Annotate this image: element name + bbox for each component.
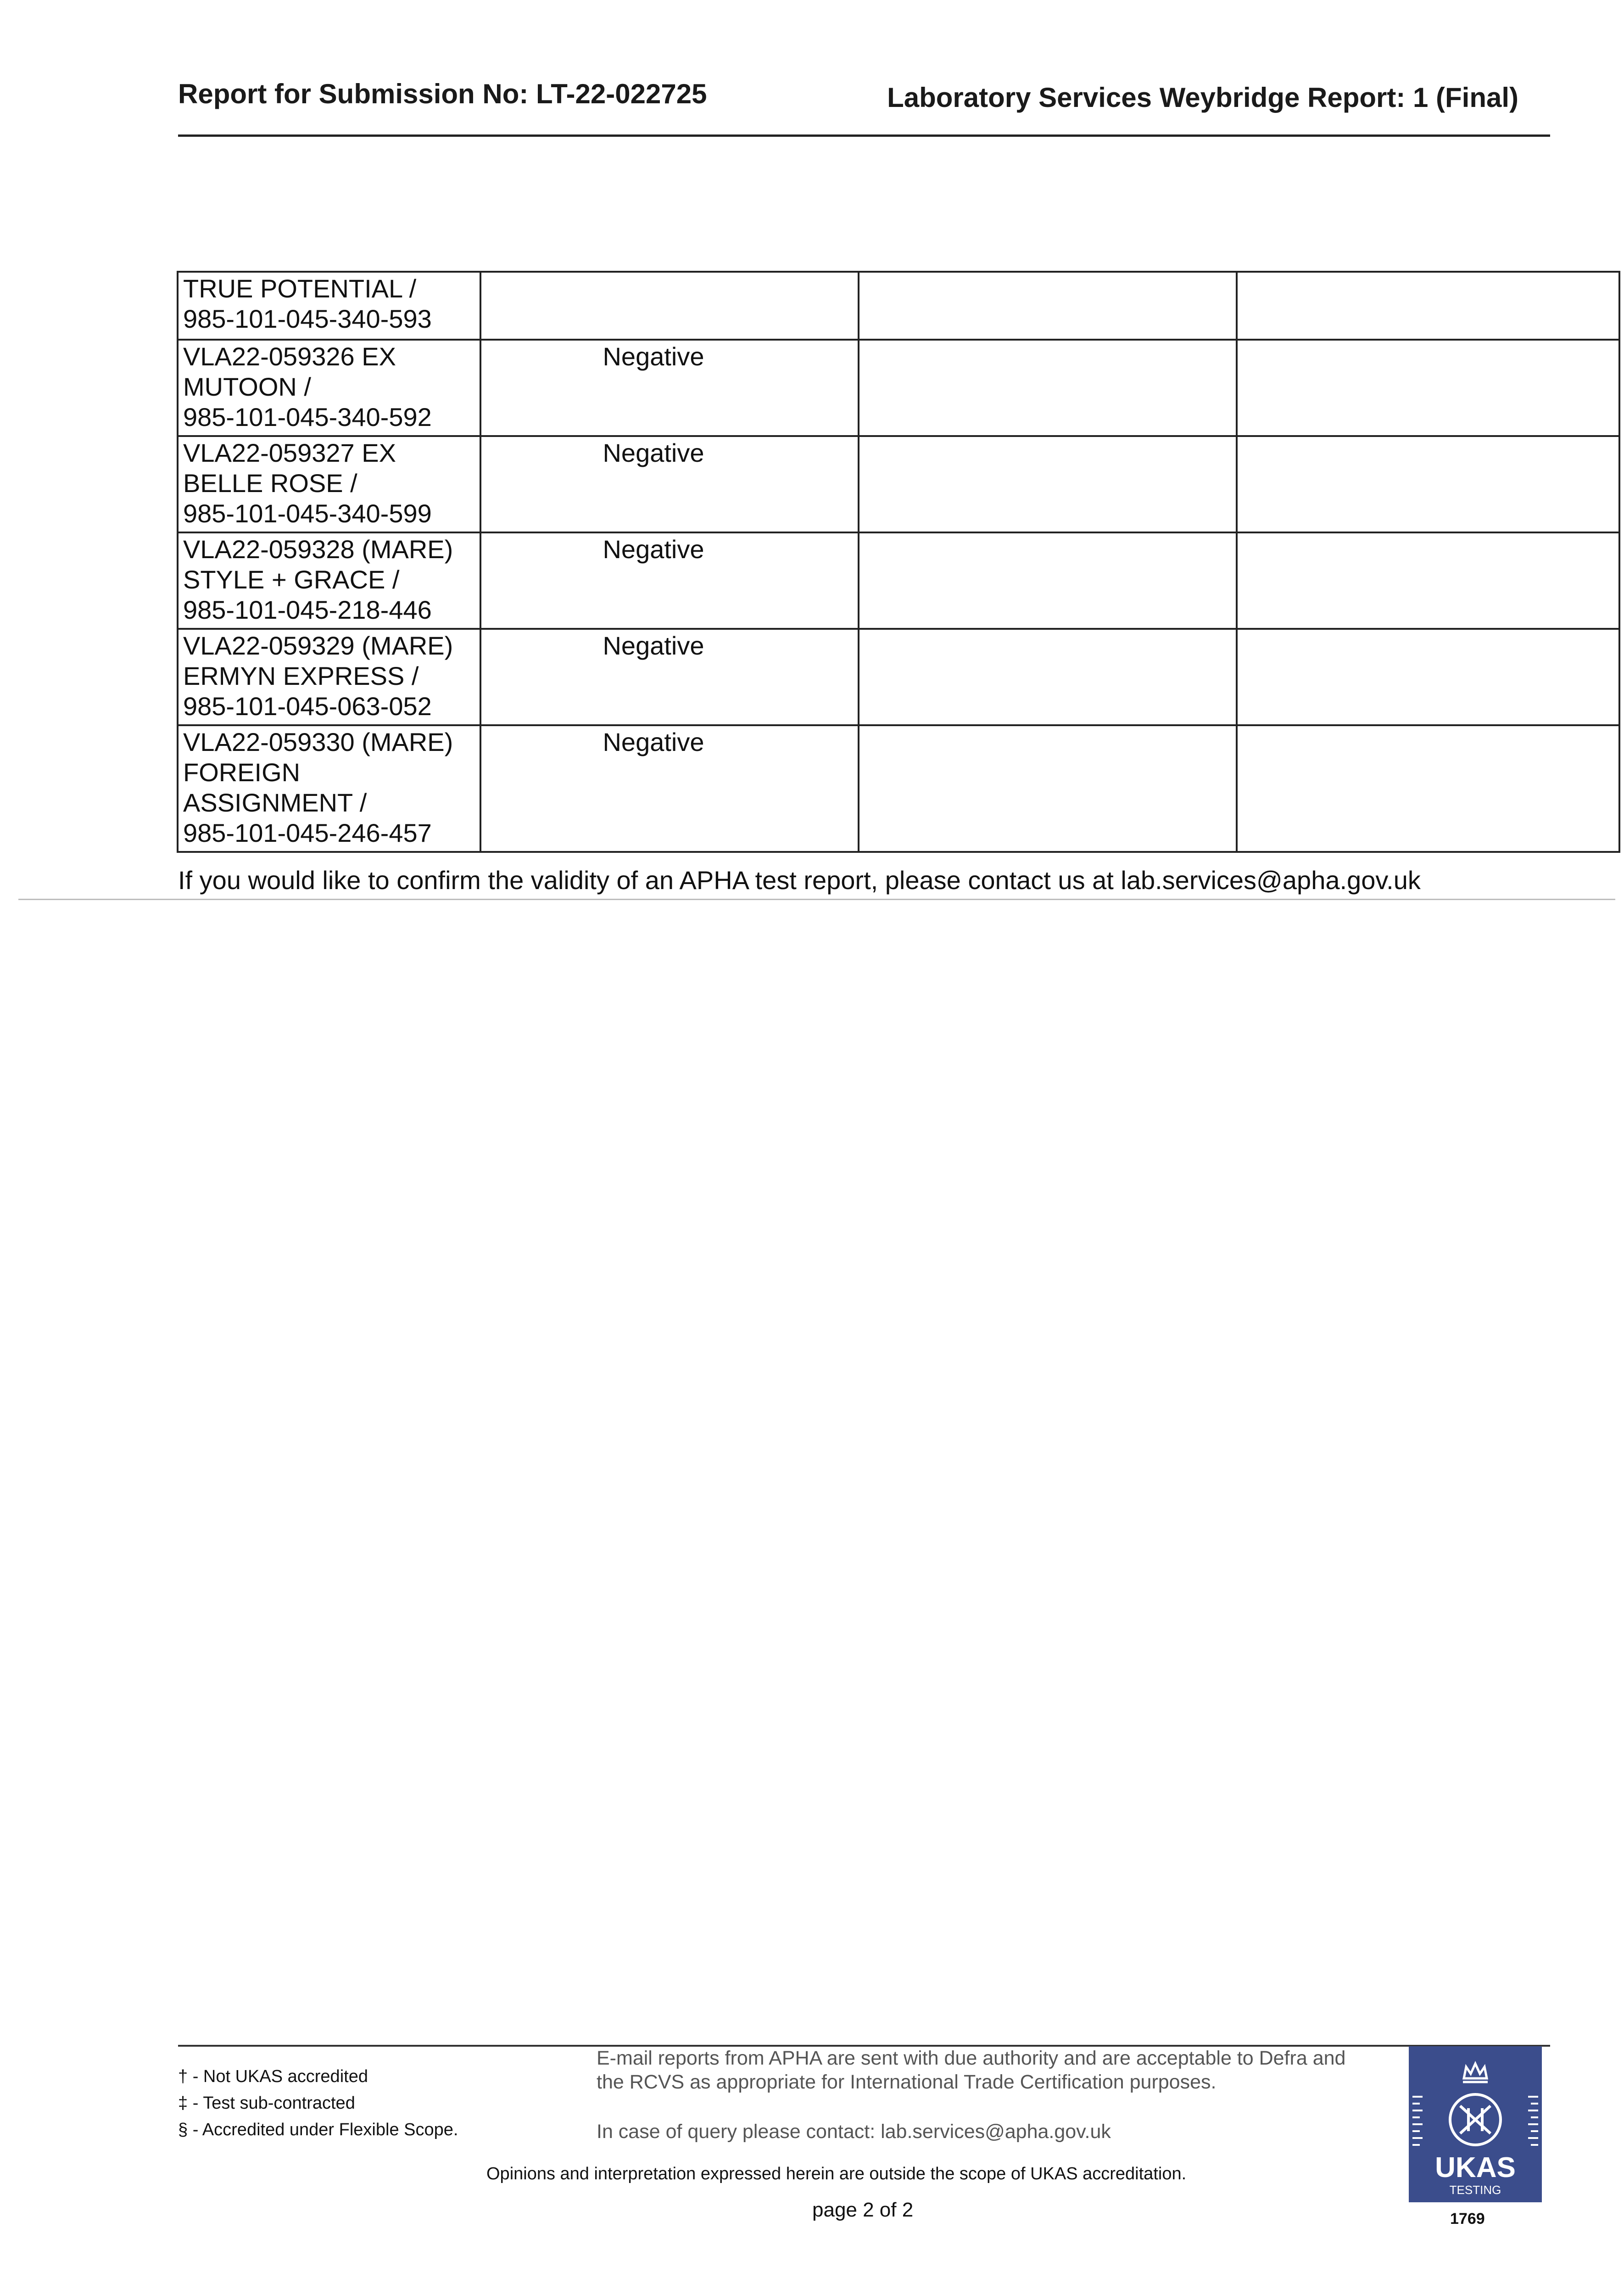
sample-line: VLA22-059326 EX bbox=[183, 342, 396, 371]
opinions-disclaimer: Opinions and interpretation expressed herein are outside the scope of UKAS accreditation. bbox=[486, 2164, 1187, 2183]
result-cell bbox=[480, 272, 859, 340]
report-submission-header: Report for Submission No: LT-22-022725 bbox=[178, 78, 707, 109]
ukas-accreditation-number: 1769 bbox=[1450, 2210, 1485, 2228]
result-cell: Negative bbox=[480, 532, 859, 629]
table-row bbox=[178, 436, 1619, 532]
sample-line: MUTOON / bbox=[183, 372, 311, 401]
empty-cell bbox=[1237, 272, 1619, 340]
sample-line: FOREIGN bbox=[183, 758, 301, 787]
query-contact: In case of query please contact: lab.services@apha.gov.uk bbox=[597, 2121, 1111, 2143]
empty-cell bbox=[859, 272, 1237, 340]
accreditation-legend bbox=[178, 2063, 458, 2143]
sample-line: TRUE POTENTIAL / bbox=[183, 274, 417, 303]
email-reports-note: E-mail reports from APHA are sent with due authority and are acceptable to Defra and the RCVS as appropriate for International Trade Certification purposes. bbox=[597, 2047, 1346, 2093]
sample-line: ASSIGNMENT / bbox=[183, 788, 367, 817]
result-cell: Negative bbox=[480, 725, 859, 852]
empty-cell bbox=[859, 532, 1237, 629]
legend-item: ‡ - Test sub-contracted bbox=[178, 2093, 355, 2113]
sample-line: 985-101-045-340-599 bbox=[183, 499, 432, 528]
validity-note: If you would like to confirm the validity of an APHA test report, please contact us at lab.services@apha.gov.uk bbox=[178, 866, 1421, 895]
table-row bbox=[178, 272, 1619, 340]
sample-line: ERMYN EXPRESS / bbox=[183, 661, 419, 690]
scan-artifact-line bbox=[18, 899, 1615, 900]
empty-cell bbox=[1237, 340, 1619, 436]
sample-line: 985-101-045-340-593 bbox=[183, 304, 432, 333]
empty-cell bbox=[1237, 436, 1619, 532]
empty-cell bbox=[1237, 532, 1619, 629]
sample-line: BELLE ROSE / bbox=[183, 469, 357, 498]
sample-line: 985-101-045-218-446 bbox=[183, 595, 432, 624]
empty-cell bbox=[1237, 629, 1619, 725]
ukas-logo-subtext: TESTING bbox=[1449, 2183, 1501, 2197]
sample-cell bbox=[178, 725, 480, 852]
results-table bbox=[177, 271, 1620, 853]
sample-line: 985-101-045-340-592 bbox=[183, 403, 432, 431]
sample-cell bbox=[178, 272, 480, 340]
table-row bbox=[178, 629, 1619, 725]
page-number: page 2 of 2 bbox=[812, 2199, 914, 2221]
sample-line: VLA22-059330 (MARE) bbox=[183, 728, 453, 756]
empty-cell bbox=[859, 340, 1237, 436]
table-row bbox=[178, 340, 1619, 436]
result-cell: Negative bbox=[480, 436, 859, 532]
sample-cell bbox=[178, 532, 480, 629]
sample-line: VLA22-059329 (MARE) bbox=[183, 631, 453, 660]
ukas-logo bbox=[1409, 2046, 1542, 2202]
lab-report-header: Laboratory Services Weybridge Report: 1 (Final) bbox=[887, 82, 1518, 113]
sample-cell bbox=[178, 340, 480, 436]
table-row bbox=[178, 725, 1619, 852]
table-row bbox=[178, 532, 1619, 629]
sample-line: VLA22-059328 (MARE) bbox=[183, 535, 453, 564]
legend-item: † - Not UKAS accredited bbox=[178, 2067, 368, 2086]
result-cell: Negative bbox=[480, 340, 859, 436]
legend-item: § - Accredited under Flexible Scope. bbox=[178, 2120, 458, 2139]
sample-line: 985-101-045-246-457 bbox=[183, 818, 432, 847]
sample-cell bbox=[178, 629, 480, 725]
empty-cell bbox=[859, 725, 1237, 852]
empty-cell bbox=[1237, 725, 1619, 852]
ukas-logo-text: UKAS bbox=[1435, 2152, 1516, 2183]
header-rule bbox=[178, 134, 1550, 137]
sample-line: STYLE + GRACE / bbox=[183, 565, 400, 594]
empty-cell bbox=[859, 629, 1237, 725]
sample-cell bbox=[178, 436, 480, 532]
result-cell: Negative bbox=[480, 629, 859, 725]
empty-cell bbox=[859, 436, 1237, 532]
sample-line: VLA22-059327 EX bbox=[183, 438, 396, 467]
sample-line: 985-101-045-063-052 bbox=[183, 692, 432, 721]
